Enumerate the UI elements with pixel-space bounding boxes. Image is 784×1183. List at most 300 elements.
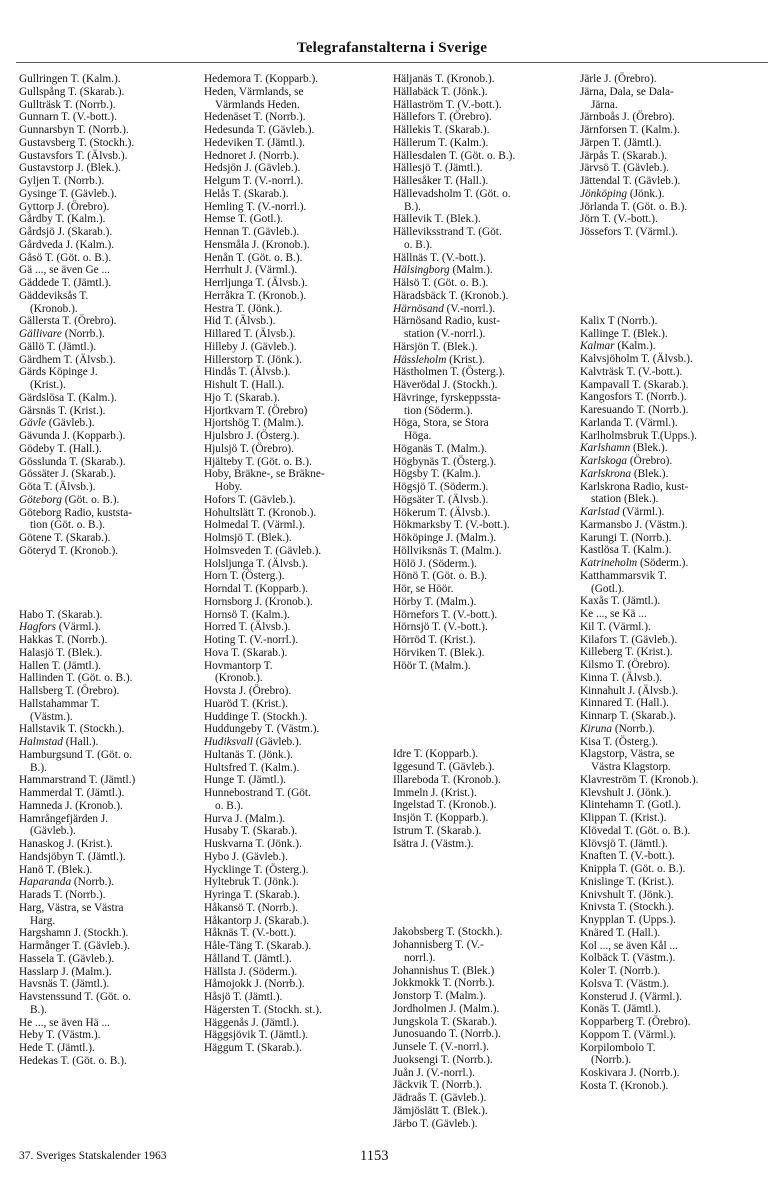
- entry-line: Hålland T. (Jämtl.).: [204, 952, 292, 965]
- directory-entry: [204, 213, 389, 226]
- directory-entry: [204, 494, 389, 507]
- entry-line: Knivsta T. (Stockh.).: [580, 901, 675, 914]
- entry-line: Isätra J. (Västm.).: [393, 837, 474, 850]
- entry-line: Johannishus T. (Blek.): [393, 964, 495, 977]
- directory-entry: [204, 226, 389, 239]
- directory-entry: [204, 73, 389, 86]
- directory-entry: [19, 354, 199, 367]
- directory-entry: [19, 341, 199, 354]
- entry-line: Göteborg (Göt. o. B.).: [19, 493, 120, 506]
- entry-continuation: o. B.).: [404, 238, 433, 251]
- directory-entry: [393, 660, 578, 673]
- directory-entry: [393, 226, 578, 252]
- directory-entry: [19, 889, 199, 902]
- entry-line: Gunnarsbyn T. (Norrb.).: [19, 124, 129, 136]
- directory-entry: [204, 111, 389, 124]
- entry-line: Jössefors T. (Värml.).: [580, 226, 678, 238]
- directory-entry: [204, 507, 389, 520]
- entry-line: Håkantorp J. (Skarab.).: [204, 914, 310, 927]
- entry-line: Jonstorp T. (Malm.).: [393, 990, 486, 1002]
- entry-line: Hällesåker T. (Hall.).: [393, 175, 489, 187]
- entry-line: Gyttorp J. (Örebro).: [19, 200, 110, 213]
- entry-continuation: Värmlands Heden.: [215, 98, 300, 111]
- entry-line: Hofors T. (Gävleb.).: [204, 493, 296, 506]
- entry-line: Holmedal T. (Värml.).: [204, 519, 305, 532]
- directory-entry: [204, 239, 389, 252]
- entry-line: Hillerstorp T. (Jönk.).: [204, 353, 302, 366]
- entry-line: Gustavsfors T. (Älvsb.).: [19, 149, 128, 162]
- entry-line: Ke ..., se Kä ...: [580, 608, 647, 620]
- directory-entry: [393, 315, 578, 341]
- entry-line: Kalvträsk T. (V.-bott.).: [580, 365, 683, 378]
- section-gap: [19, 558, 199, 609]
- directory-entry: [19, 978, 199, 991]
- entry-line: Karlanda T. (Värml.).: [580, 416, 678, 429]
- entry-line: Husaby T. (Skarab.).: [204, 825, 298, 838]
- directory-entry: [19, 507, 199, 533]
- entry-line: Karlskoga (Örebro).: [580, 455, 673, 467]
- entry-line: Hornsö T. (Kalm.).: [204, 608, 290, 621]
- entry-line: Höga, Stora, se Stora: [393, 417, 489, 430]
- directory-entry: [580, 965, 772, 978]
- directory-entry: [580, 201, 772, 214]
- entry-line: Hova T. (Skarab.).: [204, 646, 288, 659]
- directory-entry: [19, 698, 199, 724]
- entry-line: Hanö T. (Blek.).: [19, 863, 93, 876]
- directory-entry: [204, 570, 389, 583]
- entry-continuation: Järna.: [591, 98, 618, 111]
- directory-entry: [204, 774, 389, 787]
- directory-entry: [580, 927, 772, 940]
- directory-entry: [19, 851, 199, 864]
- entry-line: Järnforsen T. (Kalm.).: [580, 124, 680, 136]
- directory-entry: [19, 405, 199, 418]
- directory-entry: [19, 902, 199, 928]
- entry-line: Kalmar (Kalm.).: [580, 340, 656, 353]
- directory-entry: [204, 290, 389, 303]
- entry-line: Karmansbo J. (Västm.).: [580, 518, 688, 531]
- directory-entry: [580, 455, 772, 468]
- directory-entry: [393, 519, 578, 532]
- entry-line: Hällerum T. (Kalm.).: [393, 136, 489, 149]
- entry-line: Hedemora T. (Kopparb.).: [204, 73, 319, 85]
- directory-entry: [580, 532, 772, 545]
- entry-line: Insjön T. (Kopparb.).: [393, 812, 489, 824]
- directory-entry: [204, 825, 389, 838]
- entry-line: Johannisberg T. (V.-: [393, 939, 484, 951]
- entry-line: Huskvarna T. (Jönk.).: [204, 838, 302, 850]
- entry-line: Hensmåla J. (Kronob.).: [204, 238, 310, 251]
- entry-line: Halasjö T. (Blek.).: [19, 646, 103, 659]
- entry-line: Hörröd T. (Krist.).: [393, 634, 476, 646]
- directory-entry: [580, 978, 772, 991]
- directory-entry: [580, 73, 772, 86]
- directory-entry: [580, 226, 772, 239]
- entry-line: Hällsta J. (Söderm.).: [204, 965, 298, 978]
- entry-continuation: station (Blek.).: [591, 493, 659, 506]
- directory-entry: [393, 812, 578, 825]
- directory-entry: [580, 188, 772, 201]
- entry-line: Häverödal J. (Stockh.).: [393, 379, 498, 391]
- directory-entry: [393, 86, 578, 99]
- entry-line: Kangosfors T. (Norrb.).: [580, 391, 687, 404]
- entry-line: Hamburgsund T. (Göt. o.: [19, 748, 132, 761]
- directory-entry: [393, 1092, 578, 1105]
- entry-line: Hycklinge T. (Österg.).: [204, 863, 309, 876]
- entry-continuation: Harg.: [30, 914, 56, 927]
- directory-entry: [393, 1041, 578, 1054]
- entry-line: Hällnäs T. (V.-bott.).: [393, 251, 486, 264]
- directory-entry: [580, 1003, 772, 1016]
- directory-entry: [204, 315, 389, 328]
- entry-line: Härnösand (V.-norrl.).: [393, 302, 496, 315]
- entry-line: Hemling T. (V.-norrl.).: [204, 200, 307, 213]
- entry-line: Hör, se Höör.: [393, 583, 454, 595]
- entry-line: Korpilombolo T.: [580, 1041, 656, 1054]
- directory-entry: [580, 659, 772, 672]
- directory-entry: [19, 927, 199, 940]
- directory-entry: [204, 991, 389, 1004]
- directory-entry: [393, 188, 578, 214]
- directory-entry: [204, 583, 389, 596]
- entry-line: Kilsmo T. (Örebro).: [580, 659, 670, 671]
- directory-entry: [393, 417, 578, 443]
- entry-line: Hjortshög T. (Malm.).: [204, 417, 304, 430]
- entry-line: Gösslunda T. (Skarab.).: [19, 455, 126, 468]
- directory-entry: [580, 366, 772, 379]
- directory-entry: [580, 404, 772, 417]
- entry-line: Hemse T. (Gotl.).: [204, 213, 283, 226]
- entry-line: Häradsbäck T. (Kronob.).: [393, 289, 509, 302]
- directory-entry: [204, 698, 389, 711]
- entry-line: Hedsjön J. (Gävleb.).: [204, 162, 301, 175]
- directory-entry: [393, 277, 578, 290]
- entry-line: Hennan T. (Gävleb.).: [204, 226, 300, 238]
- directory-entry: [580, 863, 772, 876]
- entry-line: Hälsingborg (Malm.).: [393, 264, 493, 277]
- entry-line: Hjälteby T. (Göt. o. B.).: [204, 455, 312, 468]
- entry-line: Hammarstrand T. (Jämtl.): [19, 774, 136, 787]
- directory-entry: [19, 213, 199, 226]
- entry-line: Gunnarn T. (V.-bott.).: [19, 111, 117, 124]
- entry-line: Hassela T. (Gävleb.).: [19, 952, 115, 965]
- entry-line: Immeln J. (Krist.).: [393, 786, 477, 799]
- entry-line: Katthammarsvik T.: [580, 569, 667, 582]
- entry-line: Katrineholm (Söderm.).: [580, 557, 689, 569]
- directory-entry: [580, 1080, 772, 1093]
- entry-line: Göteborg Radio, kuststa-: [19, 506, 133, 519]
- directory-entry: [393, 137, 578, 150]
- entry-line: Hällaström T. (V.-bott.).: [393, 98, 502, 111]
- directory-entry: [19, 940, 199, 953]
- directory-entry: [393, 621, 578, 634]
- directory-entry: [204, 519, 389, 532]
- entry-line: Hörby T. (Malm.).: [393, 595, 477, 608]
- section-gap: [393, 850, 578, 926]
- entry-line: Koskivara J. (Norrb.).: [580, 1067, 680, 1079]
- directory-entry: [19, 226, 199, 239]
- directory-entry: [393, 1105, 578, 1118]
- directory-entry: [204, 532, 389, 545]
- directory-entry: [204, 927, 389, 940]
- entry-line: Hjulsbro J. (Österg.).: [204, 430, 300, 442]
- entry-line: Kolbäck T. (Västm.).: [580, 952, 676, 965]
- entry-line: Höganäs T. (Malm.).: [393, 442, 488, 455]
- entry-line: Helås T. (Skarab.).: [204, 187, 289, 200]
- directory-entry: [580, 812, 772, 825]
- directory-entry: [580, 124, 772, 137]
- entry-line: Höör T. (Malm.).: [393, 659, 471, 672]
- entry-line: Kallinge T. (Blek.).: [580, 327, 668, 340]
- directory-entry: [204, 876, 389, 889]
- directory-entry: [580, 570, 772, 596]
- directory-entry: [393, 774, 578, 787]
- entry-line: Kopparberg T. (Örebro).: [580, 1016, 691, 1028]
- entry-line: Kinnared T. (Hall.).: [580, 697, 669, 710]
- directory-entry: [580, 595, 772, 608]
- directory-entry: [204, 966, 389, 979]
- entry-line: Harmånger T. (Gävleb.).: [19, 940, 130, 952]
- directory-entry: [393, 99, 578, 112]
- directory-entry: [393, 1003, 578, 1016]
- directory-entry: [580, 876, 772, 889]
- column-1: [19, 73, 199, 1068]
- entry-line: Järvsö T. (Gävleb.).: [580, 162, 669, 175]
- directory-entry: [580, 137, 772, 150]
- entry-line: Högbynäs T. (Österg.).: [393, 455, 497, 468]
- directory-entry: [204, 379, 389, 392]
- entry-line: Klevshult J. (Jönk.).: [580, 786, 672, 799]
- entry-line: Gärdslösa T. (Kalm.).: [19, 391, 117, 404]
- entry-line: Gällö T. (Jämtl.).: [19, 340, 97, 353]
- entry-line: Karungi T. (Norrb.).: [580, 531, 672, 544]
- directory-entry: [580, 774, 772, 787]
- entry-line: Götene T. (Skarab.).: [19, 532, 111, 544]
- entry-line: Harg, Västra, se Västra: [19, 901, 124, 914]
- directory-entry: [204, 953, 389, 966]
- entry-line: Klagstorp, Västra, se: [580, 748, 675, 761]
- entry-line: Hultanäs T. (Jönk.).: [204, 748, 294, 761]
- directory-entry: [580, 838, 772, 851]
- entry-line: Hovsta J. (Örebro).: [204, 685, 292, 697]
- directory-entry: [19, 137, 199, 150]
- entry-line: Jönköping (Jönk.).: [580, 187, 665, 200]
- directory-entry: [19, 443, 199, 456]
- entry-continuation: B.).: [30, 761, 47, 774]
- entry-line: Gårdby T. (Kalm.).: [19, 213, 106, 226]
- directory-entry: [19, 252, 199, 265]
- directory-entry: [19, 99, 199, 112]
- entry-line: Hamrångefjärden J.: [19, 812, 109, 825]
- directory-entry: [19, 723, 199, 736]
- directory-entry: [580, 787, 772, 800]
- entry-line: Håsjö T. (Jämtl.).: [204, 991, 283, 1003]
- directory-entry: [393, 965, 578, 978]
- directory-entry: [393, 73, 578, 86]
- entry-line: Gåsö T. (Göt. o. B.).: [19, 251, 112, 264]
- directory-entry: [393, 799, 578, 812]
- directory-entry: [204, 341, 389, 354]
- header-rule: [16, 62, 768, 63]
- entry-line: Herråkra T. (Kronob.).: [204, 289, 307, 302]
- directory-entry: [580, 391, 772, 404]
- directory-entry: [393, 990, 578, 1003]
- directory-entry: [19, 876, 199, 889]
- entry-line: Hasslarp J. (Malm.).: [19, 965, 112, 978]
- entry-line: Kinnarp T. (Skarab.).: [580, 710, 676, 722]
- directory-entry: [580, 608, 772, 621]
- directory-entry: [19, 1042, 199, 1055]
- directory-entry: [393, 303, 578, 316]
- entry-continuation: (Gävleb.).: [30, 825, 76, 838]
- entry-line: Hörnefors T. (V.-bott.).: [393, 608, 498, 621]
- entry-line: Jörlanda T. (Göt. o. B.).: [580, 200, 688, 213]
- directory-entry: [19, 430, 199, 443]
- directory-entry: [580, 991, 772, 1004]
- directory-entry: [393, 761, 578, 774]
- entry-line: Jordholmen J. (Malm.).: [393, 1002, 500, 1015]
- directory-entry: [580, 1067, 772, 1080]
- entry-line: Gävunda J. (Kopparb.).: [19, 430, 126, 442]
- entry-line: Kalvsjöholm T. (Älvsb.).: [580, 353, 693, 365]
- directory-entry: [393, 609, 578, 622]
- directory-entry: [204, 902, 389, 915]
- directory-entry: [580, 850, 772, 863]
- directory-entry: [580, 213, 772, 226]
- directory-entry: [204, 749, 389, 762]
- entry-line: Karlshamn (Blek.).: [580, 442, 668, 455]
- directory-entry: [393, 787, 578, 800]
- directory-entry: [204, 392, 389, 405]
- directory-entry: [204, 634, 389, 647]
- entry-line: Gä ..., se även Ge ...: [19, 264, 110, 277]
- entry-line: Hävringe, fyrskeppssta-: [393, 391, 501, 404]
- directory-entry: [204, 647, 389, 660]
- directory-entry: [204, 1004, 389, 1017]
- directory-entry: [19, 1055, 199, 1068]
- directory-entry: [204, 736, 389, 749]
- directory-entry: [393, 264, 578, 277]
- entry-line: Hjortkvarn T. (Örebro): [204, 404, 308, 417]
- directory-entry: [580, 736, 772, 749]
- directory-entry: [393, 290, 578, 303]
- entry-line: Hunnebostrand T. (Göt.: [204, 787, 311, 799]
- entry-line: Knippla T. (Göt. o. B.).: [580, 863, 686, 875]
- directory-entry: [204, 162, 389, 175]
- directory-entry: [19, 328, 199, 341]
- entry-line: Högsjö T. (Söderm.).: [393, 481, 489, 493]
- footer-source: 37. Sveriges Statskalender 1963: [19, 1150, 167, 1162]
- entry-line: Gullträsk T. (Norrb.).: [19, 98, 116, 111]
- directory-entry: [393, 583, 578, 596]
- directory-entry: [204, 264, 389, 277]
- entry-line: Kampavall T. (Skarab.).: [580, 378, 689, 391]
- directory-entry: [19, 124, 199, 137]
- directory-entry: [580, 430, 772, 443]
- entry-line: Gullringen T. (Kalm.).: [19, 73, 121, 85]
- entry-line: Järbo T. (Gävleb.).: [393, 1117, 478, 1130]
- directory-entry: [393, 150, 578, 163]
- directory-entry: [19, 188, 199, 201]
- entry-continuation: (Gotl.).: [591, 582, 625, 595]
- entry-line: Gällersta T. (Örebro).: [19, 315, 117, 328]
- directory-entry: [19, 239, 199, 252]
- directory-entry: [393, 1028, 578, 1041]
- directory-entry: [580, 1042, 772, 1068]
- directory-entry: [204, 86, 389, 112]
- entry-line: Illareboda T. (Kronob.).: [393, 773, 501, 786]
- entry-line: Kil T. (Värml.).: [580, 620, 651, 633]
- column-2: [204, 73, 389, 1055]
- entry-line: Gärds Köpinge J.: [19, 366, 98, 379]
- directory-entry: [580, 672, 772, 685]
- directory-entry: [580, 519, 772, 532]
- entry-line: Jörn T. (V.-bott.).: [580, 213, 658, 226]
- directory-entry: [580, 86, 772, 112]
- directory-entry: [580, 150, 772, 163]
- directory-entry: [580, 621, 772, 634]
- entry-line: Hallinden T. (Göt. o. B.).: [19, 672, 133, 685]
- entry-line: Hököpinge J. (Malm.).: [393, 532, 497, 544]
- directory-entry: [580, 825, 772, 838]
- entry-line: Idre T. (Kopparb.).: [393, 748, 479, 761]
- entry-line: Konsterud J. (Värml.).: [580, 990, 682, 1003]
- directory-entry: [393, 124, 578, 137]
- directory-entry: [204, 621, 389, 634]
- entry-line: Kinna T. (Älvsb.).: [580, 671, 663, 684]
- entry-line: Häggsjövik T. (Jämtl.).: [204, 1029, 309, 1042]
- entry-line: Holmsveden T. (Gävleb.).: [204, 544, 322, 557]
- entry-line: Hybo J. (Gävleb.).: [204, 850, 288, 863]
- entry-line: Järle J. (Örebro).: [580, 73, 657, 85]
- entry-line: Horn T. (Österg.).: [204, 570, 285, 583]
- directory-entry: [580, 889, 772, 902]
- directory-entry: [393, 558, 578, 571]
- entry-line: Hillared T. (Älvsb.).: [204, 328, 296, 340]
- directory-entry: [204, 430, 389, 443]
- entry-continuation: Hoby.: [215, 481, 243, 493]
- directory-entry: [19, 162, 199, 175]
- entry-line: Hammerdal T. (Jämtl.).: [19, 787, 125, 799]
- entry-line: Härsjön T. (Blek.).: [393, 340, 478, 353]
- entry-line: Kosta T. (Kronob.).: [580, 1079, 669, 1092]
- directory-entry: [580, 506, 772, 519]
- entry-line: Jämjöslätt T. (Blek.).: [393, 1104, 488, 1117]
- entry-line: Hönö T. (Göt. o. B.).: [393, 570, 488, 583]
- entry-continuation: (Kronob.).: [30, 302, 78, 315]
- directory-entry: [19, 73, 199, 86]
- entry-line: Hakkas T. (Norrb.).: [19, 634, 108, 646]
- directory-entry: [19, 800, 199, 813]
- entry-line: Hagfors (Värml.).: [19, 621, 101, 634]
- directory-entry: [393, 748, 578, 761]
- entry-line: Klippan T. (Krist.).: [580, 812, 667, 824]
- entry-line: Häljanäs T. (Kronob.).: [393, 73, 495, 85]
- directory-entry: [580, 901, 772, 914]
- entry-line: Henån T. (Göt. o. B.).: [204, 251, 303, 264]
- entry-line: Gäddede T. (Jämtl.).: [19, 277, 112, 289]
- directory-entry: [19, 111, 199, 124]
- entry-line: Helgum T. (V.-norrl.).: [204, 175, 304, 187]
- entry-line: Hörnsjö T. (V.-bott.).: [393, 621, 488, 634]
- directory-entry: [204, 137, 389, 150]
- directory-entry: [580, 468, 772, 481]
- entry-continuation: tion (Göt. o. B.).: [30, 519, 105, 532]
- directory-entry: [19, 1029, 199, 1042]
- entry-line: Kilafors T. (Gävleb.).: [580, 633, 678, 646]
- entry-line: Hässleholm (Krist.).: [393, 353, 485, 366]
- directory-entry: [580, 315, 772, 328]
